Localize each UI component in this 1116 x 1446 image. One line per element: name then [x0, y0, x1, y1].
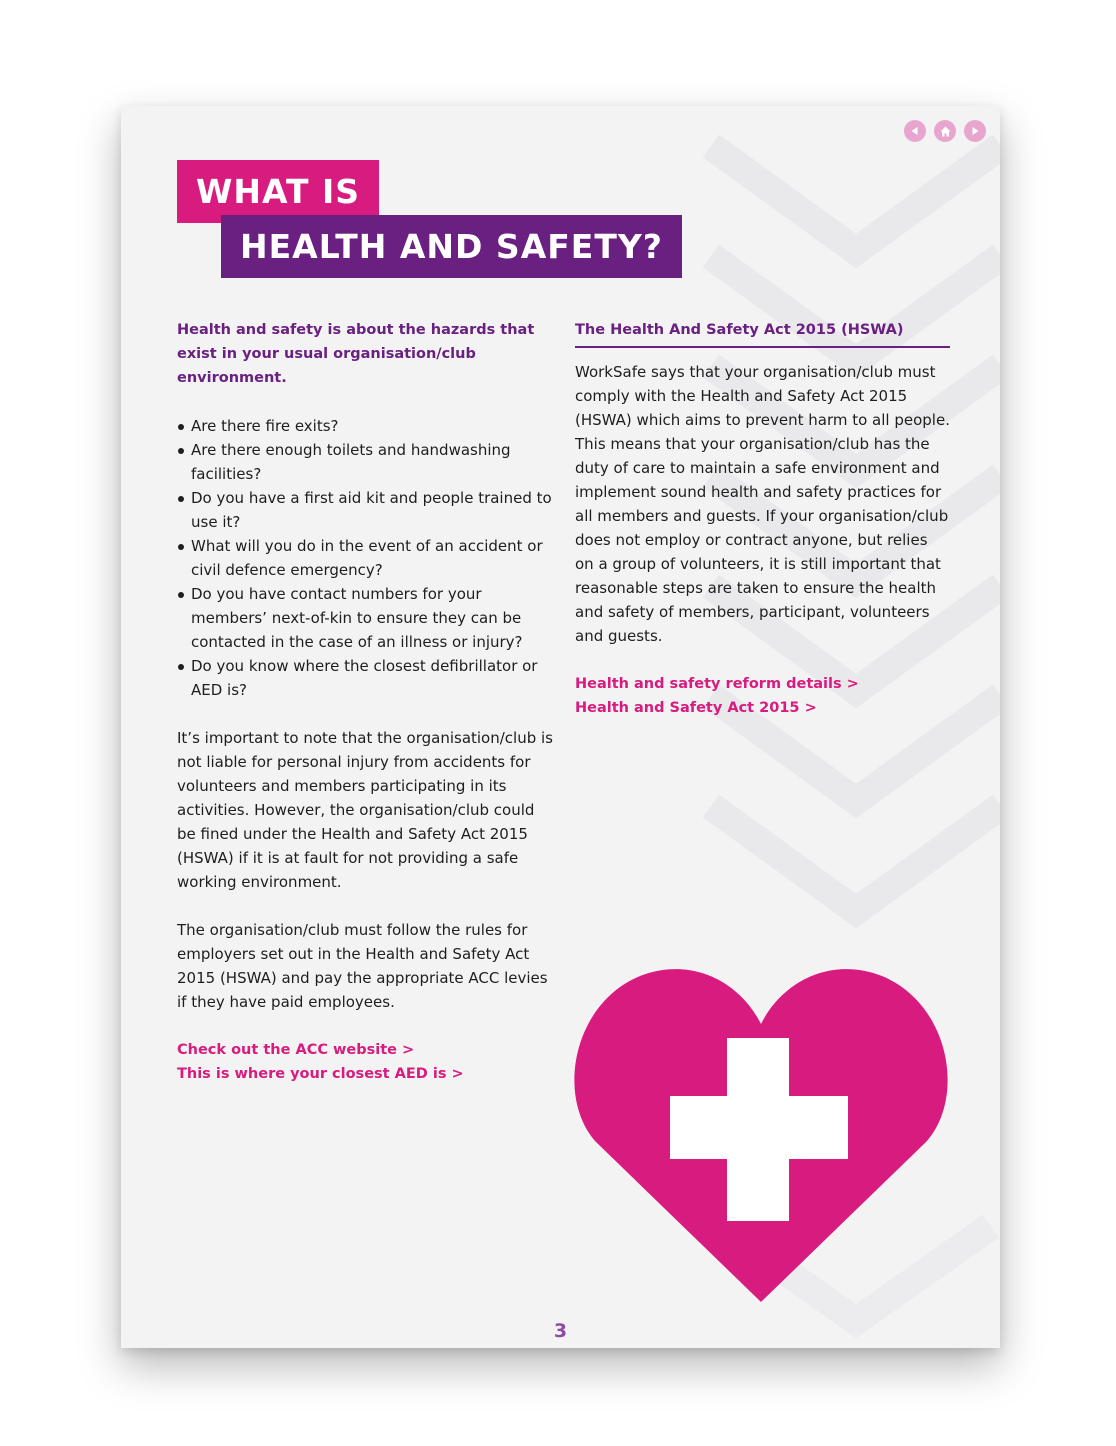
employer-rules-paragraph: The organisation/club must follow the rules for employers set out in the Health and Safety Act 2015 (HSWA) and pay the appropriate ACC levies if they have paid employees.: [177, 921, 548, 1011]
heart-cross-icon: [574, 966, 948, 1302]
list-item: Do you know where the closest defibrillator or AED is?: [177, 654, 557, 702]
hazard-checklist: [177, 414, 557, 702]
list-item: What will you do in the event of an accident or civil defence emergency?: [177, 534, 557, 582]
forward-arrow-icon: [969, 125, 981, 137]
home-button[interactable]: [934, 120, 956, 142]
next-page-button[interactable]: [964, 120, 986, 142]
worksafe-paragraph: WorkSafe says that your organisation/club must comply with the Health and Safety Act 2015 (HSWA) which aims to prevent harm to all people. This means that your organisation/club has the duty of care to maintain a safe environment and implement sound health and safety practices for all members and guests. If your organisation/club does not employ or contract anyone, but relies on a group of volunteers, it is still important that reasonable steps are taken to ensure the health and safety of members, participant, volunteers and guests.: [575, 363, 950, 645]
hswa-link[interactable]: Health and Safety Act 2015 >: [575, 700, 817, 716]
document-page: [121, 106, 1000, 1348]
page-number: 3: [553, 1320, 568, 1342]
acc-website-link[interactable]: Check out the ACC website >: [177, 1042, 415, 1058]
section-heading: The Health And Safety Act 2015 (HSWA): [575, 318, 950, 348]
back-arrow-icon: [909, 125, 921, 137]
page-navigation: [904, 120, 986, 142]
home-icon: [939, 125, 952, 138]
title-line-1-block: [177, 160, 379, 223]
liability-paragraph: It’s important to note that the organisation/club is not liable for personal injury from accidents for volunteers and members participating in its activities. However, the organisation/club could be fined under the Health and Safety Act 2015 (HSWA) if it is at fault for not providing a safe working environment.: [177, 729, 553, 891]
page-title-line-1: WHAT IS: [196, 172, 361, 211]
reform-details-link[interactable]: Health and safety reform details >: [575, 676, 859, 692]
intro-text: Health and safety is about the hazards that exist in your usual organisation/club environment.: [177, 322, 535, 386]
list-item: Are there enough toilets and handwashing facilities?: [177, 438, 557, 486]
list-item: Do you have contact numbers for your members’ next-of-kin to ensure they can be contacted in the case of an illness or injury?: [177, 582, 557, 654]
left-column: [177, 318, 557, 1086]
list-item: Are there fire exits?: [177, 414, 557, 438]
closest-aed-link[interactable]: This is where your closest AED is >: [177, 1066, 464, 1082]
page-title-line-2: HEALTH AND SAFETY?: [240, 227, 663, 266]
right-column: [575, 318, 950, 720]
previous-page-button[interactable]: [904, 120, 926, 142]
list-item: Do you have a first aid kit and people trained to use it?: [177, 486, 557, 534]
title-line-2-block: [221, 215, 682, 278]
